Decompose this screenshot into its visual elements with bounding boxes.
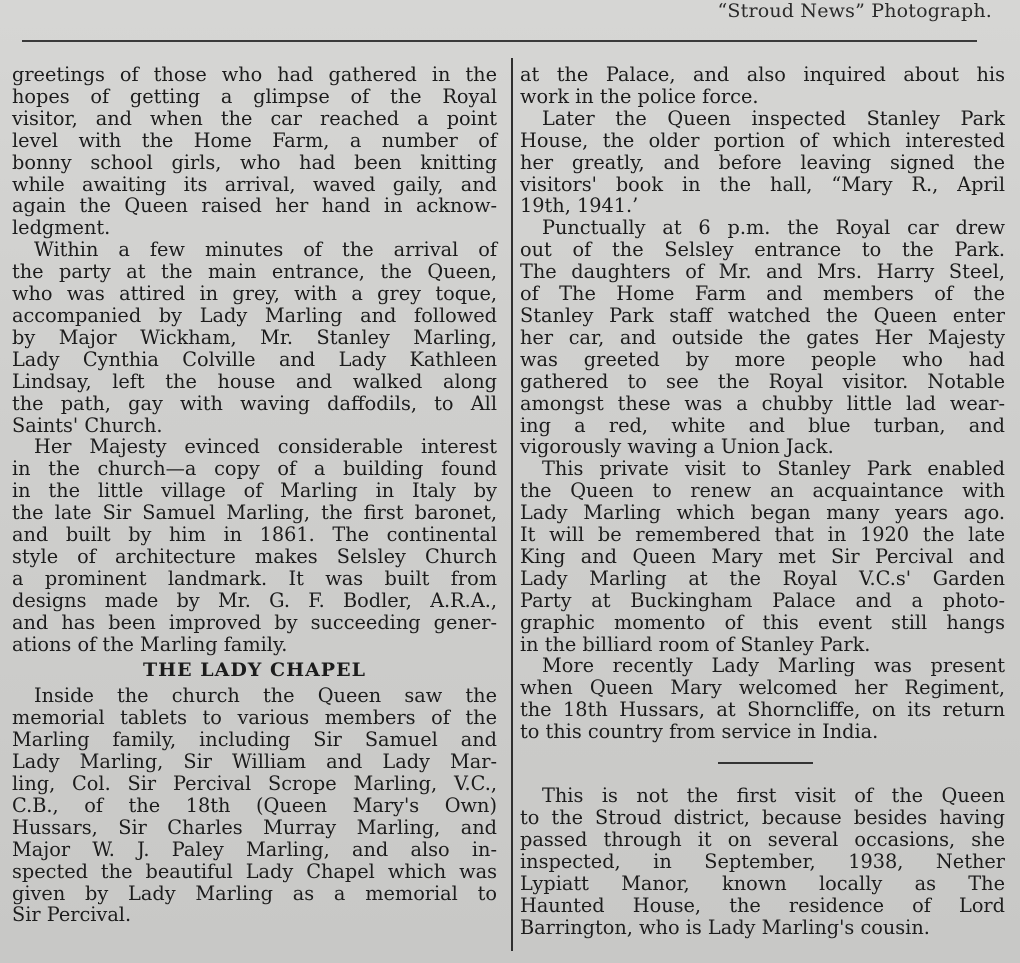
section-divider: [718, 762, 813, 764]
subheading-lady-chapel: THE LADY CHAPEL: [143, 659, 366, 682]
text-line: the party at the main entrance, the Queen,: [12, 260, 497, 284]
text-line: Lindsay, left the house and walked along: [12, 369, 497, 393]
text-line: designs made by Mr. G. F. Bodler, A.R.A.,: [12, 588, 497, 612]
text-line: Lady Marling at the Royal V.C.s' Garden: [520, 566, 1005, 590]
text-line: ling, Col. Sir Percival Scrope Marling, V.C.,: [12, 772, 497, 795]
text-line: King and Queen Mary met Sir Percival and: [520, 544, 1005, 568]
text-line: ations of the Marling family.: [12, 632, 288, 656]
text-line: out of the Selsley entrance to the Park.: [520, 238, 1005, 262]
text-line: to this country from service in India.: [520, 720, 879, 744]
text-line: It will be remembered that in 1920 the late: [520, 523, 1005, 547]
text-line: Hussars, Sir Charles Murray Marling, and: [12, 815, 497, 839]
text-line: her car, and outside the gates Her Majesty: [520, 325, 1005, 349]
text-line: visitors' book in the hall, “Mary R., April: [520, 172, 1005, 196]
text-line: bonny school girls, who had been knitting: [12, 150, 497, 174]
text-line: given by Lady Marling as a memorial to: [12, 881, 497, 905]
top-rule: [22, 40, 977, 42]
text-line: in the church—a copy of a building found: [12, 457, 497, 481]
paragraph: [12, 685, 497, 926]
text-line: Her Majesty evinced considerable interest: [34, 435, 497, 459]
text-line: Later the Queen inspected Stanley Park: [542, 106, 1005, 130]
text-line: Major W. J. Paley Marling, and also in-: [12, 837, 497, 861]
text-line: in the billiard room of Stanley Park.: [520, 632, 871, 656]
text-line: the 18th Hussars, at Shorncliffe, on its return: [520, 698, 1005, 722]
text-line: Sir Percival.: [12, 903, 132, 927]
paragraph: [520, 108, 1005, 218]
text-line: gathered to see the Royal visitor. Notable: [520, 369, 1005, 393]
text-line: work in the police force.: [520, 84, 759, 108]
text-line: Saints' Church.: [12, 413, 163, 437]
paragraph: [520, 785, 1005, 938]
text-line: to the Stroud district, because besides having: [520, 806, 1005, 829]
text-line: visitor, and when the car reached a point: [12, 106, 497, 130]
text-line: inspected, in September, 1938, Nether: [520, 849, 1005, 873]
text-line: and has been improved by succeeding gener-: [12, 610, 497, 634]
text-line: memorial tablets to various members of the: [12, 706, 497, 730]
text-line: vigorously waving a Union Jack.: [520, 435, 834, 459]
text-line: Punctually at 6 p.m. the Royal car drew: [542, 216, 1005, 240]
text-line: Lypiatt Manor, known locally as The: [520, 871, 1005, 895]
text-line: ledgment.: [12, 216, 111, 240]
text-line: Stanley Park staff watched the Queen enter: [520, 303, 1005, 327]
text-line: level with the Home Farm, a number of: [12, 128, 497, 152]
text-line: Lady Marling which began many years ago.: [520, 501, 1005, 525]
paragraph: [12, 436, 497, 655]
text-line: style of architecture makes Selsley Church: [12, 544, 497, 568]
text-line: This is not the first visit of the Queen: [542, 784, 1005, 808]
text-line: House, the older portion of which interested: [520, 128, 1005, 152]
text-line: greetings of those who had gathered in the: [12, 63, 497, 86]
text-line: and built by him in 1861. The continental: [12, 523, 497, 547]
right-column: [520, 64, 1005, 938]
left-column: [12, 64, 497, 926]
column-divider: [511, 58, 513, 951]
text-line: Party at Buckingham Palace and a photo-: [520, 588, 1005, 612]
text-line: the path, gay with waving daffodils, to All: [12, 391, 497, 415]
text-line: a prominent landmark. It was built from: [12, 566, 497, 590]
paragraph: [520, 458, 1005, 655]
text-line: 19th, 1941.’: [520, 194, 639, 218]
text-line: Lady Marling, Sir William and Lady Mar-: [12, 750, 497, 774]
text-line: hopes of getting a glimpse of the Royal: [12, 84, 497, 108]
text-line: Lady Cynthia Colville and Lady Kathleen: [12, 347, 497, 371]
text-line: while awaiting its arrival, waved gaily, and: [12, 172, 497, 196]
paragraph: [520, 64, 1005, 108]
text-line: C.B., of the 18th (Queen Mary's Own): [12, 793, 497, 817]
text-line: This private visit to Stanley Park enabled: [542, 457, 1005, 481]
text-line: accompanied by Lady Marling and followed: [12, 303, 497, 327]
text-line: More recently Lady Marling was present: [542, 654, 1005, 678]
text-line: when Queen Mary welcomed her Regiment,: [520, 676, 1005, 700]
text-line: Haunted House, the residence of Lord: [520, 893, 1005, 917]
text-line: ing a red, white and blue turban, and: [520, 413, 1005, 437]
text-line: who was attired in grey, with a grey toque,: [12, 282, 497, 306]
paragraph: [520, 655, 1005, 743]
text-line: The daughters of Mr. and Mrs. Harry Steel,: [520, 260, 1005, 284]
text-line: Inside the church the Queen saw the: [34, 684, 497, 708]
text-line: Barrington, who is Lady Marling's cousin.: [520, 915, 930, 939]
photo-credit: “Stroud News” Photograph.: [717, 0, 992, 22]
text-line: amongst these was a chubby little lad wear-: [520, 391, 1005, 415]
text-line: was greeted by more people who had: [520, 347, 1005, 371]
text-line: by Major Wickham, Mr. Stanley Marling,: [12, 325, 497, 349]
text-line: spected the beautiful Lady Chapel which was: [12, 859, 497, 883]
paragraph: [520, 217, 1005, 458]
text-line: her greatly, and before leaving signed the: [520, 150, 1005, 174]
text-line: the late Sir Samuel Marling, the first baronet,: [12, 501, 497, 525]
text-line: Marling family, including Sir Samuel and: [12, 728, 497, 752]
text-line: of The Home Farm and members of the: [520, 282, 1005, 306]
text-line: again the Queen raised her hand in acknow-: [12, 194, 497, 218]
text-line: graphic momento of this event still hangs: [520, 610, 1005, 634]
text-line: passed through it on several occasions, she: [520, 827, 1005, 851]
paragraph: [12, 239, 497, 436]
paragraph: [12, 64, 497, 239]
text-line: at the Palace, and also inquired about his: [520, 63, 1005, 86]
text-line: Within a few minutes of the arrival of: [34, 238, 497, 262]
text-line: in the little village of Marling in Italy by: [12, 479, 497, 503]
text-line: the Queen to renew an acquaintance with: [520, 479, 1005, 503]
